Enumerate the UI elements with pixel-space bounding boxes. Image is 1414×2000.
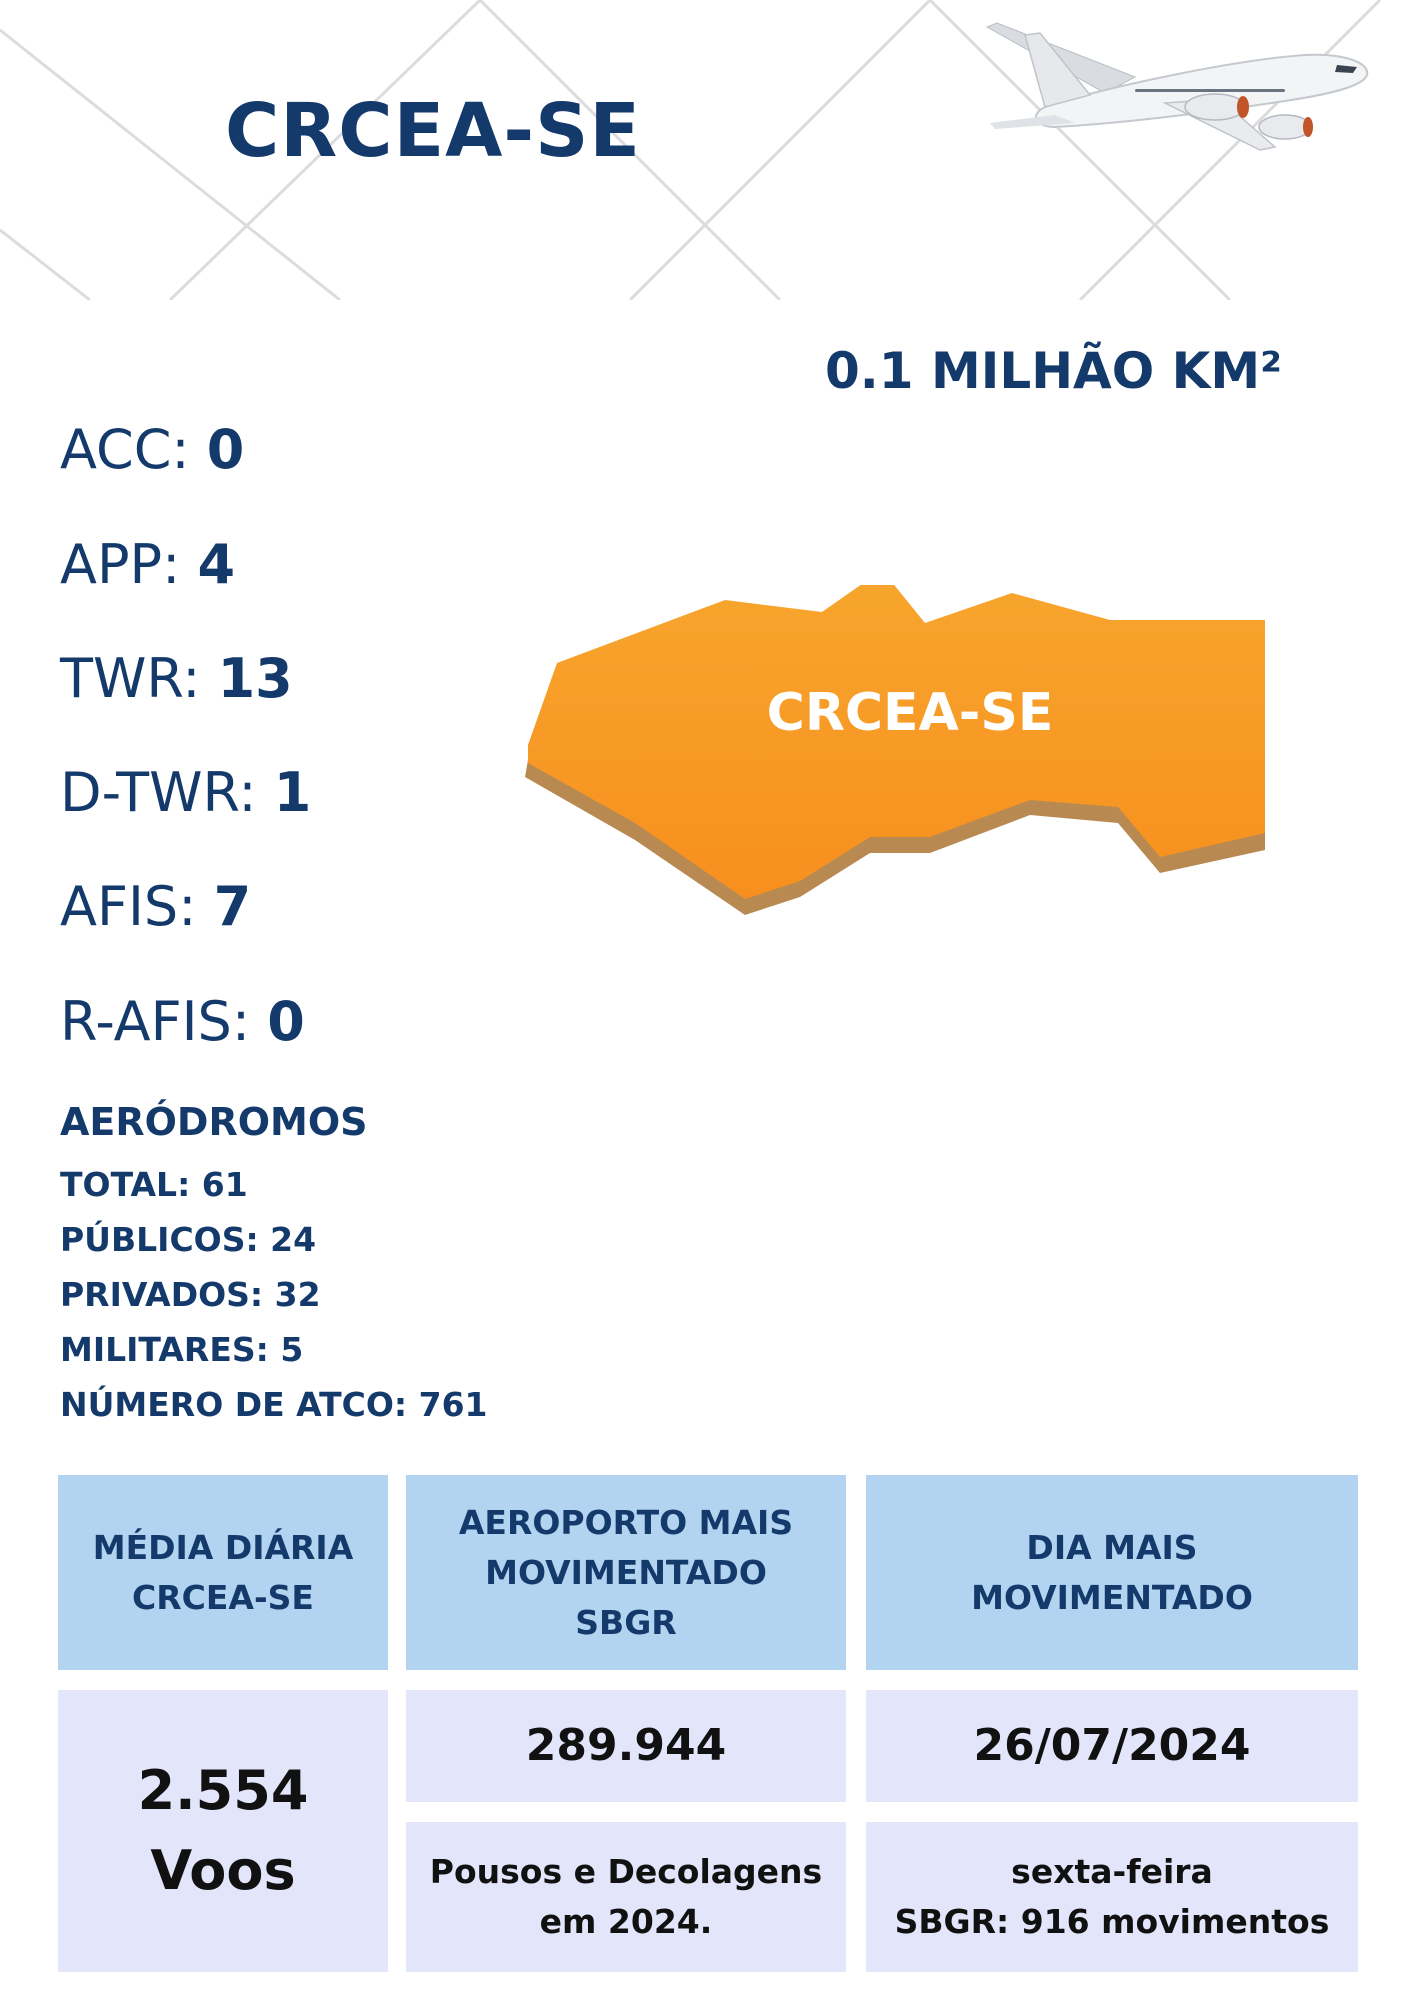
header-line: MOVIMENTADO <box>485 1552 767 1592</box>
header-aeroporto <box>406 1475 846 1670</box>
header-line: CRCEA-SE <box>132 1577 314 1617</box>
unit-value: 7 <box>213 875 252 938</box>
map-label: CRCEA-SE <box>766 683 1054 743</box>
unit-label: APP: <box>60 533 181 596</box>
header-line: MOVIMENTADO <box>971 1577 1253 1617</box>
area-label: 0.1 MILHÃO KM² <box>825 342 1283 400</box>
media-unit: Voos <box>150 1839 296 1902</box>
numero-atco: NÚMERO DE ATCO: 761 <box>60 1385 488 1424</box>
header-line: SBGR <box>575 1602 677 1642</box>
unit-value: 1 <box>273 761 312 824</box>
unit-app <box>60 530 235 600</box>
aerodromos-publicos: PÚBLICOS: 24 <box>60 1220 317 1259</box>
unit-dtwr <box>60 758 311 828</box>
unit-label: TWR: <box>60 647 201 710</box>
header-line: DIA MAIS <box>1026 1527 1198 1567</box>
aeroporto-value: 289.944 <box>406 1690 846 1802</box>
header-line: MÉDIA DIÁRIA <box>92 1527 354 1567</box>
media-value-cell <box>58 1690 388 1972</box>
dia-note <box>866 1822 1358 1972</box>
unit-value: 0 <box>206 418 245 481</box>
page-title: CRCEA-SE <box>225 88 641 174</box>
note-line: Pousos e Decolagens <box>429 1852 823 1891</box>
header-line: AEROPORTO MAIS <box>458 1502 794 1542</box>
aerodromos-total: TOTAL: 61 <box>60 1165 248 1204</box>
unit-label: R-AFIS: <box>60 990 251 1053</box>
region-map <box>520 585 1270 965</box>
note-line: em 2024. <box>539 1902 713 1941</box>
unit-label: D-TWR: <box>60 761 257 824</box>
unit-label: AFIS: <box>60 875 197 938</box>
media-value: 2.554 <box>137 1759 309 1822</box>
aerodromos-privados: PRIVADOS: 32 <box>60 1275 321 1314</box>
unit-rafis <box>60 987 305 1057</box>
aeroporto-note <box>406 1822 846 1972</box>
note-line: sexta-feira <box>1011 1852 1213 1891</box>
aerodromos-militares: MILITARES: 5 <box>60 1330 304 1369</box>
aerodromos-title: AERÓDROMOS <box>60 1100 368 1144</box>
header-media-diaria <box>58 1475 388 1670</box>
unit-acc <box>60 415 244 485</box>
unit-label: ACC: <box>60 418 190 481</box>
unit-value: 4 <box>197 533 236 596</box>
unit-value: 13 <box>217 647 293 710</box>
airplane-icon <box>985 15 1375 155</box>
header-dia <box>866 1475 1358 1670</box>
note-line: SBGR: 916 movimentos <box>894 1902 1330 1941</box>
dia-value: 26/07/2024 <box>866 1690 1358 1802</box>
unit-twr <box>60 644 293 714</box>
unit-value: 0 <box>267 990 305 1053</box>
unit-afis <box>60 872 251 942</box>
